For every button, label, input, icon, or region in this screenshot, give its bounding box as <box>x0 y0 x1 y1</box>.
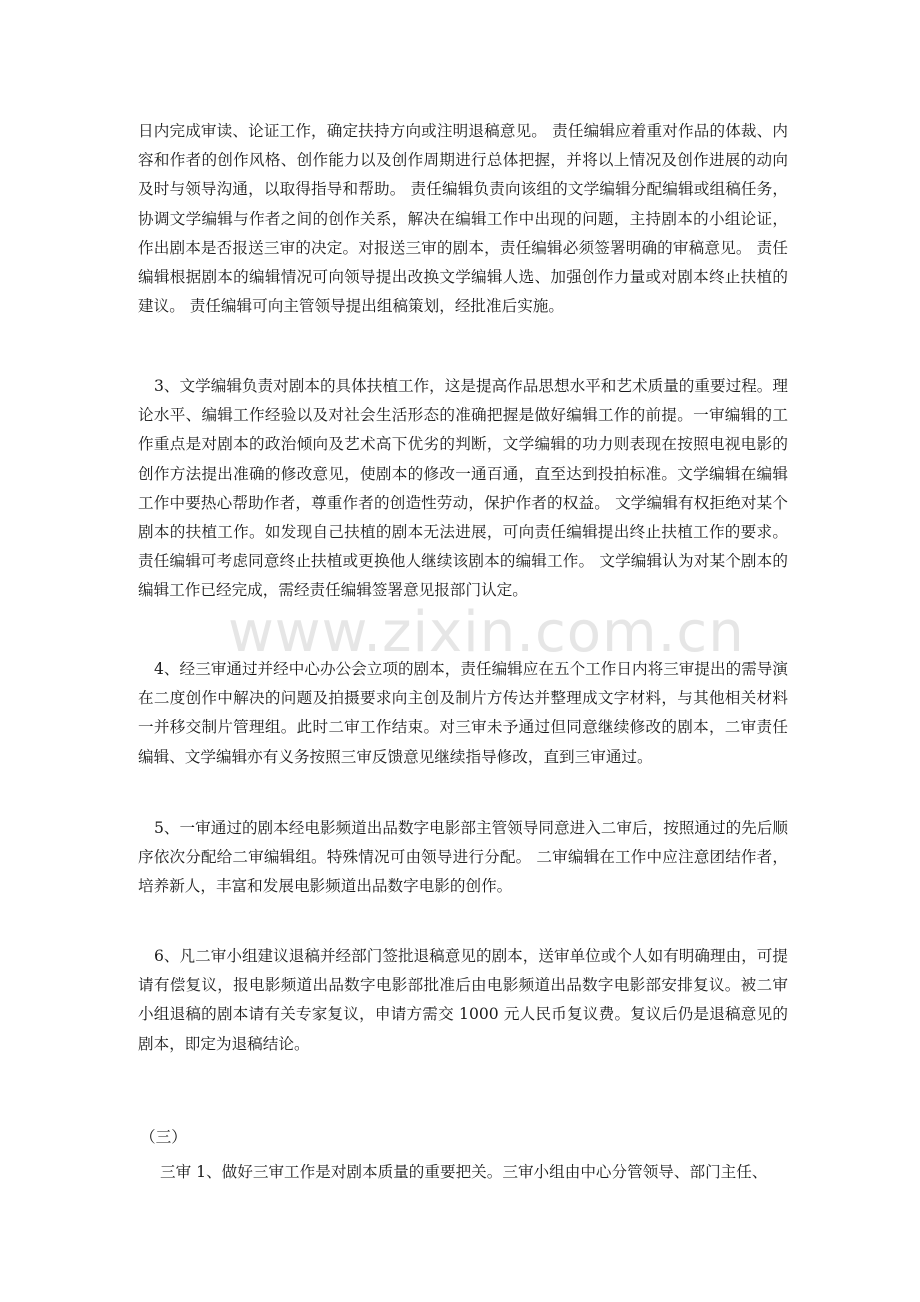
paragraph-editor-duties: 日内完成审读、论证工作，确定扶持方向或注明退稿意见。 责任编辑应着重对作品的体裁、内容和作者的创作风格、创作能力以及创作周期进行总体把握，并将以上情况及创作进展的动向及时与领导沟通，以取得指导和帮助。 责任编辑负责向该组的文学编辑分配编辑或组稿任务，协调文学编辑与作者之间的创作关系，解决在编辑工作中出现的问题，主持剧本的小组论证，作出剧本是否报送三审的决定。对报送三审的剧本，责任编辑必须签署明确的审稿意见。 责任编辑根据剧本的编辑情况可向领导提出改换文学编辑人选、加强创作力量或对剧本终止扶植的建议。 责任编辑可向主管领导提出组稿策划，经批准后实施。 <box>138 122 788 316</box>
section-heading-three: （三） <box>140 1128 187 1146</box>
watermark: www.zixin.com.cn <box>228 600 745 665</box>
paragraph-3-literary-editor: 3、文学编辑负责对剧本的具体扶植工作，这是提高作品思想水平和艺术质量的重要过程。理论水平、编辑工作经验以及对社会生活形态的准确把握是做好编辑工作的前提。一审编辑的工作重点是对剧本的政治倾向及艺术高下优劣的判断，文学编辑的功力则表现在按照电视电影的创作方法提出准确的修改意见，使剧本的修改一通百通，直至达到投拍标准。文学编辑在编辑工作中要热心帮助作者，尊重作者的创造性劳动，保护作者的权益。 文学编辑有权拒绝对某个剧本的扶植工作。如发现自己扶植的剧本无法进展，可向责任编辑提出终止扶植工作的要求。责任编辑可考虑同意终止扶植或更换他人继续该剧本的编辑工作。 文学编辑认为对某个剧本的编辑工作已经完成，需经责任编辑签署意见报部门认定。 <box>138 377 788 600</box>
paragraph-4-third-review-approval: 4、经三审通过并经中心办公会立项的剧本，责任编辑应在五个工作日内将三审提出的需导演在二度创作中解决的问题及拍摄要求向主创及制片方传达并整理成文字材料，与其他相关材料一并移交制片管理组。此时二审工作结束。对三审未予通过但同意继续修改的剧本，二审责任编辑、文学编辑亦有义务按照三审反馈意见继续指导修改，直到三审通过。 <box>138 660 788 766</box>
paragraph-third-review-intro: 三审 1、做好三审工作是对剧本质量的重要把关。三审小组由中心分管领导、部门主任、 <box>160 1163 768 1181</box>
paragraph-6-reconsideration: 6、凡二审小组建议退稿并经部门签批退稿意见的剧本，送审单位或个人如有明确理由，可提请有偿复议，报电影频道出品数字电影部批准后由电影频道出品数字电影部安排复议。被二审小组退稿的剧本请有关专家复议，申请方需交 1000 元人民币复议费。复议后仍是退稿意见的剧本，即定为退稿结论。 <box>138 947 788 1053</box>
paragraph-5-second-review-assignment: 5、一审通过的剧本经电影频道出品数字电影部主管领导同意进入二审后，按照通过的先后顺序依次分配给二审编辑组。特殊情况可由领导进行分配。 二审编辑在工作中应注意团结作者，培养新人，丰富和发展电影频道出品数字电影的创作。 <box>138 819 788 896</box>
